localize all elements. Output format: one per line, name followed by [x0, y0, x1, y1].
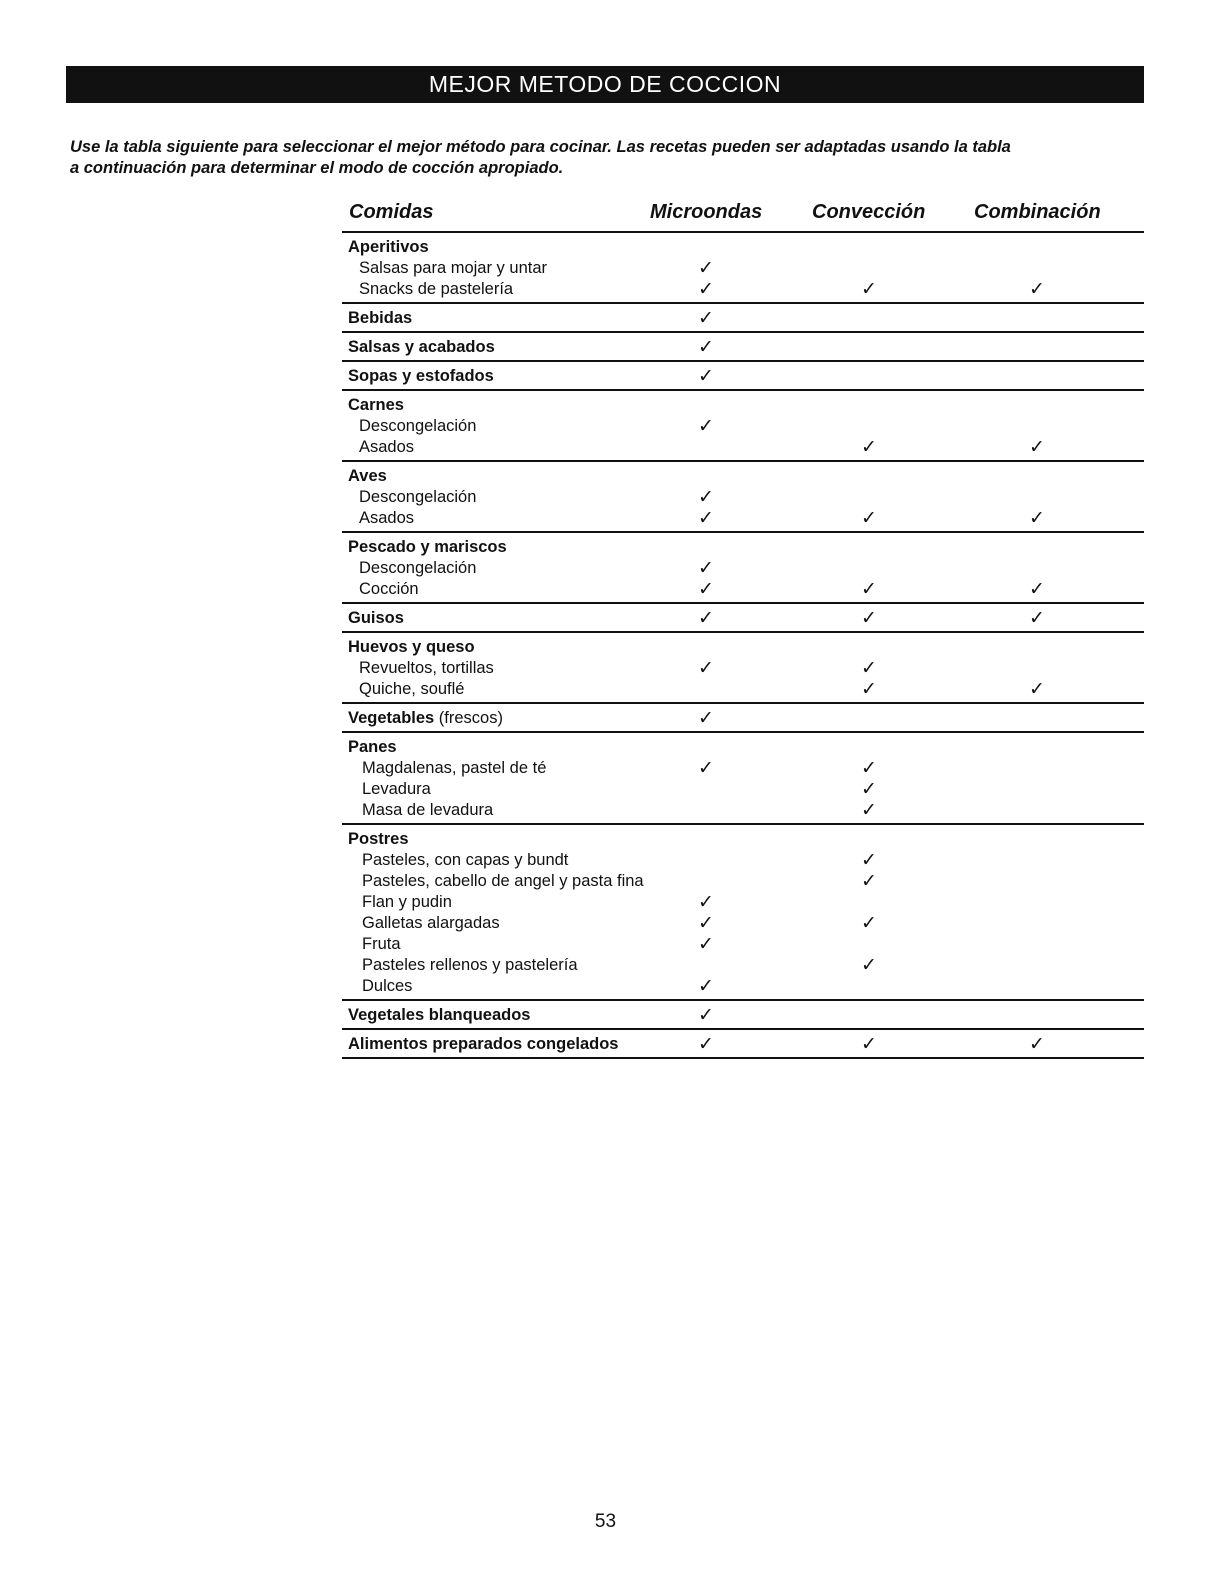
table-row [342, 913, 1144, 934]
food-group-huevos-y-queso [342, 633, 1144, 704]
check-mark-combinacion-icon: ✓ [1029, 608, 1045, 629]
group-name-cell [348, 337, 495, 358]
group-title: Sopas y estofados [348, 367, 494, 385]
check-mark-microondas-icon: ✓ [698, 258, 714, 279]
table-row [342, 487, 1144, 508]
item-name: Galletas alargadas [362, 914, 500, 932]
item-name: Flan y pudin [362, 893, 452, 911]
group-name-cell [348, 737, 397, 758]
food-group-guisos [342, 604, 1144, 633]
item-name: Quiche, souflé [359, 680, 465, 698]
intro-line-2: a continuación para determinar el modo de cocción apropiado. [70, 159, 564, 177]
header-microondas: Microondas [650, 201, 763, 223]
intro-line-1: Use la tabla siguiente para seleccionar el mejor método para cocinar. Las recetas pueden ser adaptadas usando la tabla [70, 138, 1011, 156]
food-group-salsas-y-acabados [342, 333, 1144, 362]
group-title: Aves [348, 467, 387, 485]
group-name-cell [348, 637, 475, 658]
check-mark-conveccion-icon: ✓ [861, 437, 877, 458]
group-name-cell [348, 466, 387, 487]
group-title: Pescado y mariscos [348, 538, 507, 556]
table-row [342, 279, 1144, 300]
food-group-bebidas [342, 304, 1144, 333]
group-title: Aperitivos [348, 238, 429, 256]
check-mark-microondas-icon: ✓ [698, 758, 714, 779]
check-mark-conveccion-icon: ✓ [861, 871, 877, 892]
group-title: Salsas y acabados [348, 338, 495, 356]
item-name: Masa de levadura [362, 801, 494, 819]
table-row [342, 955, 1144, 976]
table-row [342, 579, 1144, 600]
item-name: Fruta [362, 935, 401, 953]
item-name: Descongelación [359, 559, 477, 577]
check-mark-microondas-icon: ✓ [698, 337, 714, 358]
check-mark-microondas-icon: ✓ [698, 579, 714, 600]
table-row [342, 537, 1144, 558]
table-row [342, 416, 1144, 437]
item-name: Pasteles rellenos y pastelería [362, 956, 578, 974]
check-mark-microondas-icon: ✓ [698, 976, 714, 997]
group-name-cell [348, 829, 409, 850]
check-mark-conveccion-icon: ✓ [861, 279, 877, 300]
table-row [342, 508, 1144, 529]
check-mark-microondas-icon: ✓ [698, 558, 714, 579]
check-mark-microondas-icon: ✓ [698, 708, 714, 729]
cooking-method-table [342, 196, 1144, 1059]
table-row [342, 308, 1144, 329]
page-banner [66, 66, 1144, 103]
item-name: Pasteles, cabello de angel y pasta fina [362, 872, 644, 890]
table-row [342, 737, 1144, 758]
page-number: 53 [594, 1511, 617, 1532]
check-mark-microondas-icon: ✓ [698, 934, 714, 955]
item-name: Dulces [362, 977, 413, 995]
item-name: Asados [359, 438, 415, 456]
group-title: Bebidas [348, 309, 413, 327]
check-mark-conveccion-icon: ✓ [861, 658, 877, 679]
table-row [342, 679, 1144, 700]
group-title: Postres [348, 830, 409, 848]
item-name: Pasteles, con capas y bundt [362, 851, 569, 869]
check-mark-microondas-icon: ✓ [698, 416, 714, 437]
check-mark-conveccion-icon: ✓ [861, 608, 877, 629]
check-mark-conveccion-icon: ✓ [861, 679, 877, 700]
table-row [342, 800, 1144, 821]
check-mark-combinacion-icon: ✓ [1029, 579, 1045, 600]
table-row [342, 850, 1144, 871]
table-row [342, 779, 1144, 800]
group-title: Alimentos preparados congelados [348, 1035, 619, 1053]
group-name-cell [348, 237, 429, 258]
group-name-cell [348, 608, 404, 629]
table-row [342, 1034, 1144, 1055]
check-mark-microondas-icon: ✓ [698, 308, 714, 329]
table-row [342, 608, 1144, 629]
header-combinacion: Combinación [974, 201, 1101, 223]
check-mark-combinacion-icon: ✓ [1029, 279, 1045, 300]
table-row [342, 395, 1144, 416]
check-mark-conveccion-icon: ✓ [861, 579, 877, 600]
check-mark-combinacion-icon: ✓ [1029, 679, 1045, 700]
food-group-pescado-y-mariscos [342, 533, 1144, 604]
check-mark-conveccion-icon: ✓ [861, 758, 877, 779]
table-body [342, 233, 1144, 1059]
group-title: Carnes [348, 396, 404, 414]
banner-title: MEJOR METODO DE COCCION [428, 71, 782, 97]
table-row [342, 976, 1144, 997]
group-name-cell [348, 1005, 530, 1026]
group-title: Panes [348, 738, 397, 756]
group-title: Guisos [348, 609, 404, 627]
table-row [342, 658, 1144, 679]
group-note: (frescos) [434, 709, 503, 727]
item-name: Magdalenas, pastel de té [362, 759, 547, 777]
check-mark-microondas-icon: ✓ [698, 658, 714, 679]
table-row [342, 466, 1144, 487]
group-name-cell [348, 708, 503, 729]
table-row [342, 337, 1144, 358]
check-mark-conveccion-icon: ✓ [861, 508, 877, 529]
check-mark-conveccion-icon: ✓ [861, 913, 877, 934]
check-mark-combinacion-icon: ✓ [1029, 1034, 1045, 1055]
group-title: Huevos y queso [348, 638, 475, 656]
food-group-vegetables [342, 704, 1144, 733]
check-mark-conveccion-icon: ✓ [861, 850, 877, 871]
check-mark-microondas-icon: ✓ [698, 892, 714, 913]
table-header [342, 196, 1144, 233]
food-group-panes [342, 733, 1144, 825]
check-mark-combinacion-icon: ✓ [1029, 437, 1045, 458]
group-name-cell [348, 537, 507, 558]
table-row [342, 934, 1144, 955]
table-row [342, 437, 1144, 458]
food-group-vegetales-blanqueados [342, 1001, 1144, 1030]
check-mark-microondas-icon: ✓ [698, 913, 714, 934]
check-mark-microondas-icon: ✓ [698, 1005, 714, 1026]
group-name-cell [348, 1034, 618, 1055]
header-comidas: Comidas [349, 201, 434, 223]
check-mark-conveccion-icon: ✓ [861, 955, 877, 976]
food-group-postres [342, 825, 1144, 1001]
item-name: Snacks de pastelería [359, 280, 514, 298]
group-name-cell [348, 395, 404, 416]
item-name: Descongelación [359, 488, 477, 506]
group-name-cell [348, 308, 412, 329]
group-name-cell [348, 366, 494, 387]
table-row [342, 829, 1144, 850]
food-group-alimentos-preparados-congelados [342, 1030, 1144, 1059]
check-mark-microondas-icon: ✓ [698, 608, 714, 629]
table-row [342, 237, 1144, 258]
item-name: Revueltos, tortillas [359, 659, 494, 677]
item-name: Levadura [362, 780, 431, 798]
check-mark-microondas-icon: ✓ [698, 279, 714, 300]
food-group-sopas-y-estofados [342, 362, 1144, 391]
check-mark-conveccion-icon: ✓ [861, 800, 877, 821]
food-group-aves [342, 462, 1144, 533]
intro-text [70, 137, 1144, 179]
header-conveccion: Convección [812, 201, 926, 223]
check-mark-microondas-icon: ✓ [698, 366, 714, 387]
check-mark-microondas-icon: ✓ [698, 487, 714, 508]
check-mark-conveccion-icon: ✓ [861, 779, 877, 800]
food-group-aperitivos [342, 233, 1144, 304]
item-name: Asados [359, 509, 415, 527]
table-row [342, 892, 1144, 913]
table-row [342, 258, 1144, 279]
table-row [342, 558, 1144, 579]
group-title: Vegetales blanqueados [348, 1006, 531, 1024]
check-mark-microondas-icon: ✓ [698, 1034, 714, 1055]
item-name: Salsas para mojar y untar [359, 259, 548, 277]
table-row [342, 708, 1144, 729]
group-title: Vegetables [348, 709, 435, 727]
check-mark-conveccion-icon: ✓ [861, 1034, 877, 1055]
check-mark-combinacion-icon: ✓ [1029, 508, 1045, 529]
item-name: Cocción [359, 580, 419, 598]
table-row [342, 1005, 1144, 1026]
table-row [342, 366, 1144, 387]
item-name: Descongelación [359, 417, 477, 435]
table-row [342, 758, 1144, 779]
check-mark-microondas-icon: ✓ [698, 508, 714, 529]
table-row [342, 871, 1144, 892]
table-row [342, 637, 1144, 658]
food-group-carnes [342, 391, 1144, 462]
